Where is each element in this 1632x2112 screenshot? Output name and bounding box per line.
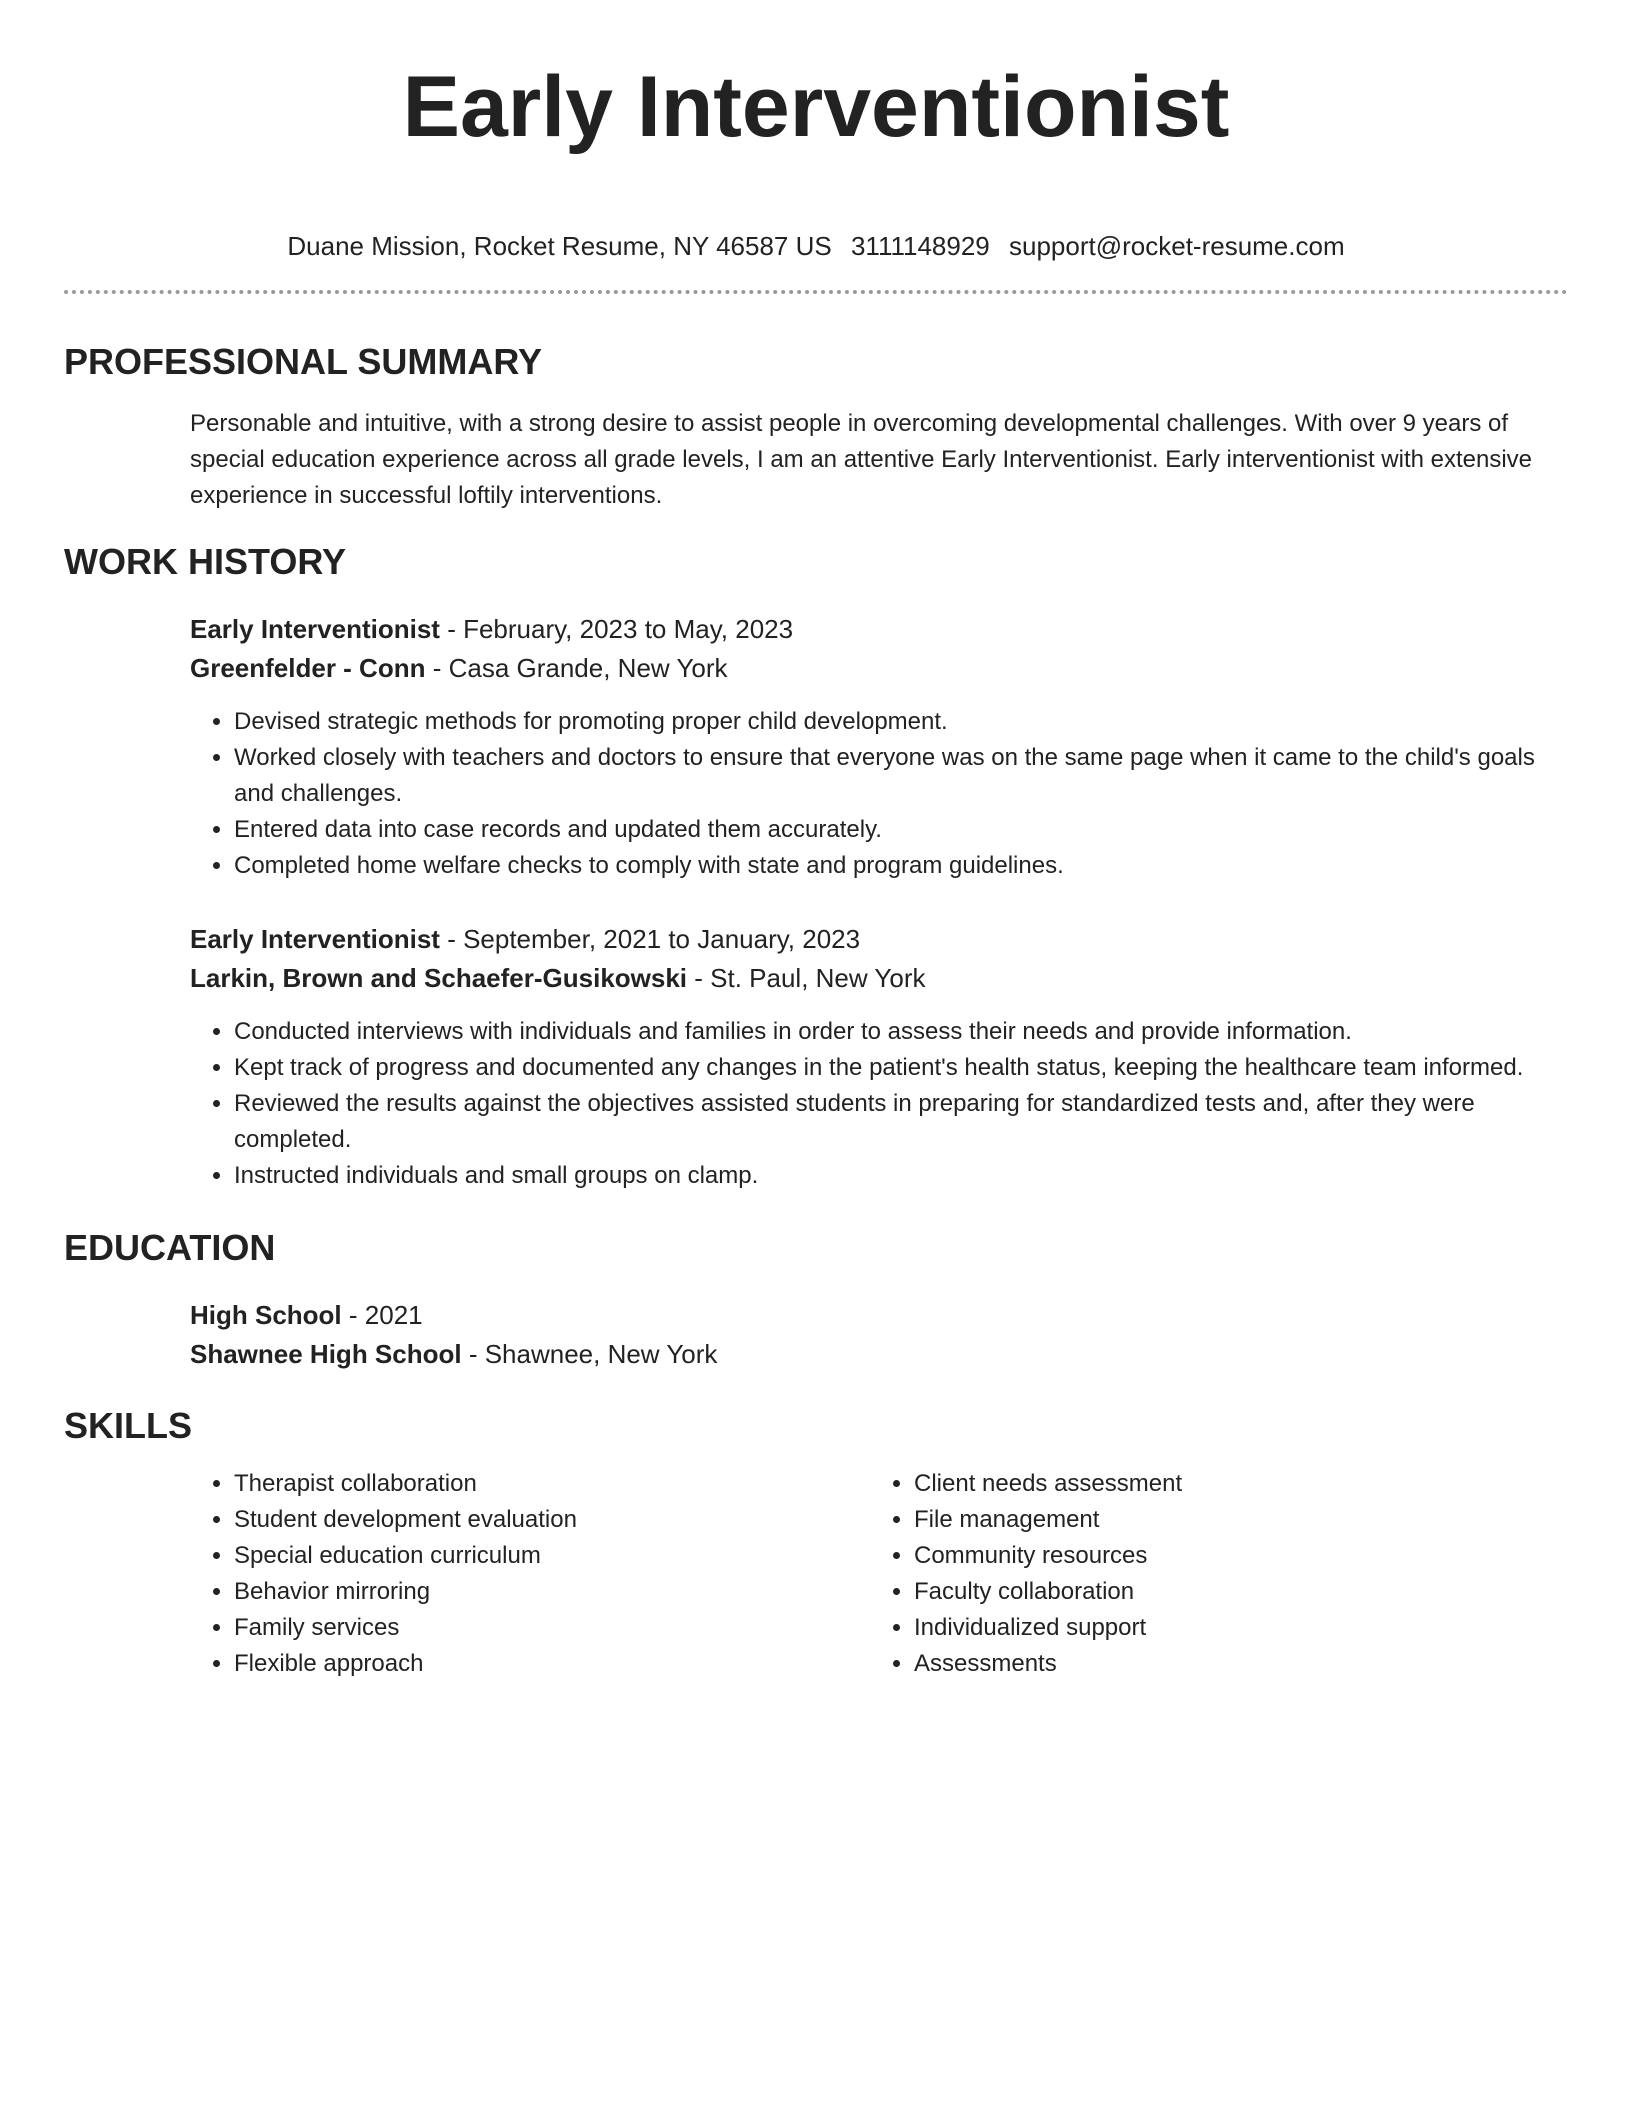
skill-item: • Faculty collaboration	[914, 1574, 1550, 1610]
skill-item: • Flexible approach	[234, 1646, 870, 1682]
summary-text: Personable and intuitive, with a strong desire to assist people in overcoming developmental challenges. With over 9 years of special education experience across all grade levels, I am an attentive Early Interventionist. Early interventionist with extensive experience in successful loftily interventions.	[190, 410, 1533, 509]
job-dates: - February, 2023 to May, 2023	[439, 614, 794, 644]
education-degree-line	[190, 1296, 1568, 1335]
skills-column-right	[870, 1466, 1550, 1682]
education-entry	[190, 1296, 1568, 1374]
job-role: Early Interventionist	[190, 924, 440, 954]
job-role: Early Interventionist	[190, 614, 440, 644]
work-history-heading: WORK HISTORY	[64, 541, 347, 582]
job-bullet: • Instructed individuals and small groups on clamp.	[234, 1158, 1568, 1194]
skills-column-left	[190, 1466, 870, 1682]
job-bullets	[190, 1014, 1568, 1194]
resume-name: Early Interventionist	[402, 59, 1230, 155]
contact-line	[64, 230, 1568, 262]
job-entry	[190, 920, 1568, 1194]
education-heading: EDUCATION	[64, 1227, 276, 1268]
job-company: Greenfelder - Conn	[190, 653, 426, 683]
job-bullet: • Reviewed the results against the objectives assisted students in preparing for standardized tests and, after they were completed.	[234, 1086, 1568, 1158]
education-school: Shawnee High School	[190, 1339, 462, 1369]
skills-heading: SKILLS	[64, 1405, 193, 1446]
education-degree: High School	[190, 1300, 342, 1330]
education-year: - 2021	[341, 1300, 423, 1330]
job-location: - Casa Grande, New York	[425, 653, 728, 683]
job-bullets	[190, 704, 1568, 884]
skill-item: • Individualized support	[914, 1610, 1550, 1646]
job-bullet: • Kept track of progress and documented any changes in the patient's health status, keeping the healthcare team informed.	[234, 1050, 1568, 1086]
summary-heading: PROFESSIONAL SUMMARY	[64, 341, 543, 382]
job-location: - St. Paul, New York	[687, 963, 926, 993]
contact-phone: 3111148929	[850, 231, 990, 261]
skill-item: • Therapist collaboration	[234, 1466, 870, 1502]
job-role-line	[190, 920, 1568, 959]
education-location: - Shawnee, New York	[461, 1339, 718, 1369]
job-dates: - September, 2021 to January, 2023	[439, 924, 861, 954]
skill-item: • Client needs assessment	[914, 1466, 1550, 1502]
job-role-line	[190, 610, 1568, 649]
skill-item: • Behavior mirroring	[234, 1574, 870, 1610]
job-entry	[190, 610, 1568, 884]
job-bullet: • Conducted interviews with individuals and families in order to assess their needs and provide information.	[234, 1014, 1568, 1050]
header-divider	[64, 290, 1568, 294]
job-company-line	[190, 959, 1568, 998]
job-bullet: • Completed home welfare checks to comply with state and program guidelines.	[234, 848, 1568, 884]
skills-grid	[190, 1466, 1568, 1682]
skill-item: • Community resources	[914, 1538, 1550, 1574]
job-bullet: • Entered data into case records and updated them accurately.	[234, 812, 1568, 848]
job-bullet: • Devised strategic methods for promoting proper child development.	[234, 704, 1568, 740]
contact-email: support@rocket-resume.com	[1009, 231, 1345, 261]
job-company-line	[190, 649, 1568, 688]
skill-item: • File management	[914, 1502, 1550, 1538]
skill-item: • Assessments	[914, 1646, 1550, 1682]
job-company: Larkin, Brown and Schaefer-Gusikowski	[190, 963, 688, 993]
skill-item: • Special education curriculum	[234, 1538, 870, 1574]
skill-item: • Family services	[234, 1610, 870, 1646]
job-bullet: • Worked closely with teachers and doctors to ensure that everyone was on the same page when it came to the child's goals and challenges.	[234, 740, 1568, 812]
contact-address: Duane Mission, Rocket Resume, NY 46587 US	[287, 231, 832, 261]
skill-item: • Student development evaluation	[234, 1502, 870, 1538]
education-school-line	[190, 1335, 1568, 1374]
